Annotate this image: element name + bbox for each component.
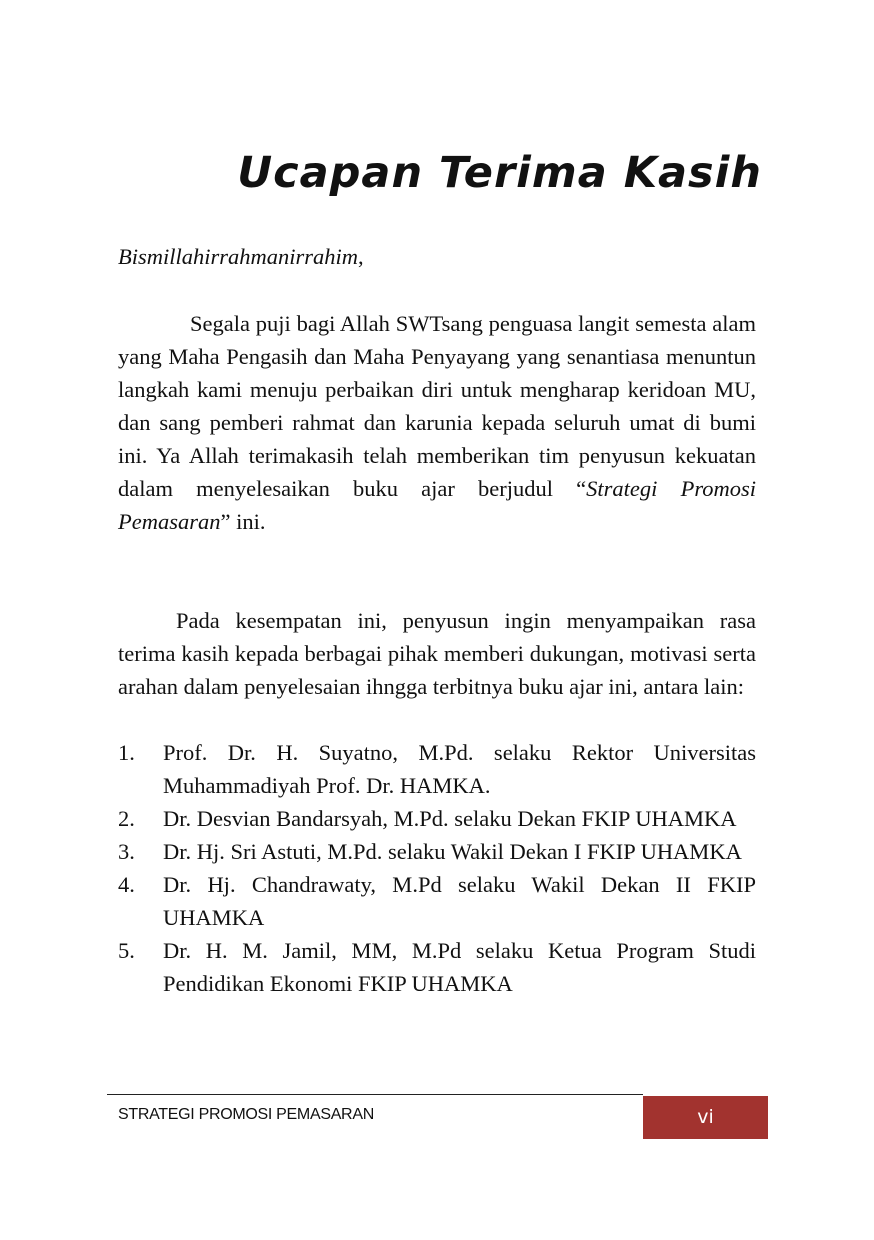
- list-item-number: 5.: [118, 938, 135, 963]
- salutation: [118, 240, 364, 273]
- salutation-punct: ,: [358, 244, 364, 269]
- paragraph-opening-text: Segala puji bagi Allah SWTsang penguasa langit semesta alam yang Maha Pengasih dan Maha Penyayang yang senantiasa menuntun langkah kami menuju perbaikan diri untuk mengharap keridoan MU, dan sang pemberi rahmat dan karunia kepada seluruh umat di bumi ini. Ya Allah terimakasih telah memberikan tim penyusun kekuatan dalam menyelesaikan buku ajar berjudul “: [118, 311, 756, 501]
- list-item-number: 1.: [118, 740, 135, 765]
- list-item-text: Dr. Hj. Chandrawaty, M.Pd selaku Wakil Dekan II FKIP UHAMKA: [163, 872, 756, 930]
- paragraph-opening-tail: ” ini.: [220, 509, 266, 534]
- list-item: [118, 802, 756, 835]
- list-item-text: Dr. H. M. Jamil, MM, M.Pd selaku Ketua Program Studi Pendidikan Ekonomi FKIP UHAMKA: [163, 938, 756, 996]
- footer-rule: [107, 1094, 643, 1095]
- list-item: [118, 736, 756, 802]
- paragraph-acknowledgement: Pada kesempatan ini, penyusun ingin menyampaikan rasa terima kasih kepada berbagai pihak memberi dukungan, motivasi serta arahan dalam penyelesaian ihngga terbitnya buku ajar ini, antara lain:: [118, 608, 756, 699]
- paragraph-opening: [118, 307, 756, 538]
- list-item: [118, 835, 756, 868]
- footer-running-title: STRATEGI PROMOSI PEMASARAN: [118, 1106, 374, 1123]
- salutation-text: Bismillahirrahmanirrahim: [118, 244, 359, 269]
- list-item-text: Dr. Hj. Sri Astuti, M.Pd. selaku Wakil Dekan I FKIP UHAMKA: [163, 839, 742, 864]
- page-number-badge: vi: [643, 1096, 768, 1139]
- list-item-number: 2.: [118, 806, 135, 831]
- list-item-text: Prof. Dr. H. Suyatno, M.Pd. selaku Rektor Universitas Muhammadiyah Prof. Dr. HAMKA.: [163, 740, 756, 798]
- list-item: [118, 868, 756, 934]
- list-item: [118, 934, 756, 1000]
- list-item-number: 4.: [118, 872, 135, 897]
- book-title: Strategi Promosi Pemasaran: [118, 476, 757, 534]
- page-title: Ucapan Terima Kasih: [237, 148, 762, 198]
- thanks-list: [118, 736, 756, 1000]
- list-item-number: 3.: [118, 839, 135, 864]
- list-item-text: Dr. Desvian Bandarsyah, M.Pd. selaku Dekan FKIP UHAMKA: [163, 806, 737, 831]
